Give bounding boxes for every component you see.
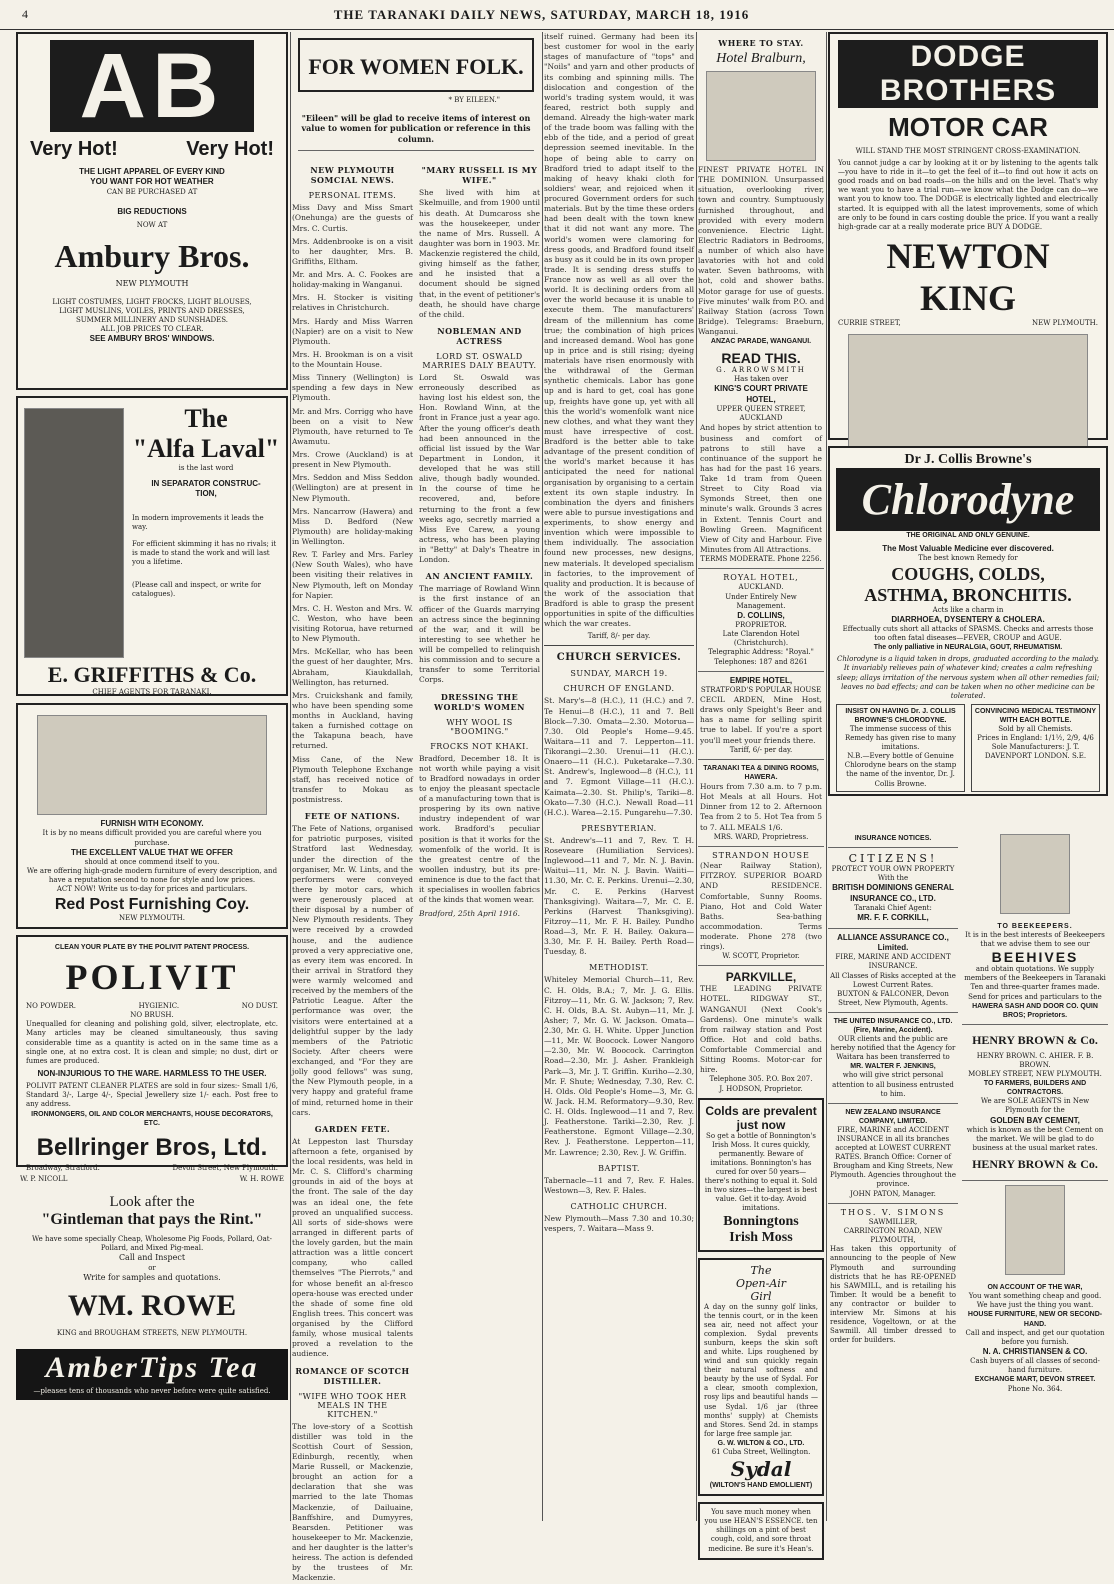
chloro-checks: Effectually cuts short all attacks of SPASMS. Checks and arrests those too often fatal diseases—FEVER, CROUP and AGUE. [842,625,1094,643]
tea-rooms-prop: MRS. WARD, Proprietress. [713,832,809,841]
strandon-house-name: STRANDON HOUSE [712,850,810,860]
alfa-body: For efficient skimming it has no rivals; it is made to stand the work and will last you a lifetime. [132,540,277,567]
sydal-address: 61 Cuba Street, Wellington. [711,1448,811,1456]
personal-item: Mrs. H. Brookman is on a visit to the Mountain House. [292,349,413,370]
ab-line: BIG REDUCTIONS [117,206,187,216]
war-body: You want something cheap and good. We have just the thing you want. [968,1292,1102,1310]
catholic-heading: CATHOLIC CHURCH. [570,1201,668,1211]
ab-line: NOW AT [136,221,168,230]
baptist-body: Tabernacle—11 and 7, Rev. F. Hales. Westown—3, Rev. F. Hales. [544,1175,694,1195]
wool-sub: WHY WOOL IS "BOOMING." [446,717,513,736]
nz-manager: JOHN PATON, Manager. [850,1189,936,1198]
moss-head: just now [736,1117,786,1132]
ambertips-name: AmberTips Tea [16,1349,288,1385]
dodge-body: You cannot judge a car by looking at it or by listening to the agents talk—you have to ride in it—to get the feel of it—to find out how it acts on good roads and on bad roads—on the hills and on the level. That's why we want you to have a trial run—we know what the Dodge can do—we want you to know too. The DODGE is electrically lighted and electrically started. It is equipped with all the latest improvements, some of which are only to be found in cars costing double the price. If you want a really high-grade car at a really moderate price BUY A DODGE. [838,159,1098,231]
polivit-harmless: NON-INJURIOUS TO THE WARE. HARMLESS TO THE USER. [37,1068,267,1078]
personal-item: Mrs. McKellar, who has been the guest of her daughter, Mrs. Abraham, Kiaukdallah, Wellington, has returned. [292,647,413,687]
royal-telegraph: Telegraphic Address: "Royal." Telephones: 187 and 8261 [708,648,814,666]
simons-name: THOS. V. SIMONS [840,1207,946,1217]
page-number: 4 [22,7,29,21]
christiansen-firm: N. A. CHRISTIANSEN & CO. [982,1346,1088,1356]
kings-body: And hopes by strict attention to business and comfort of patrons to still have a continuance of the support he has had for the past 16 years. Take 1d tram from Queen Street to City Road via Symonds Street, then one minute's walk. Grounds 3 acres in Extent. Tennis Court and Bowling Green. Magnificent View of City and Harbour. Five Minutes from All Attractions. [700,423,822,554]
column-women-folk [292,32,540,1583]
jenkins-body: who will give strict personal attention to all business entrusted to him. [832,1071,954,1098]
redpost-line: should at once commend itself to you. [84,858,220,867]
royal-mgmt: Under Entirely New Management. [725,592,797,610]
ab-item: ALL JOB PRICES TO CLEAR. [100,325,204,334]
agent-corkill: MR. F. F. CORKILL, [857,913,929,923]
column-advertisements-left [16,32,288,1521]
house-furniture: HOUSE FURNITURE, NEW OR SECOND-HAND. [967,1311,1103,1328]
jester-illustration [1005,1185,1065,1275]
mary-body: She lived with him at Skelmuille, and from 1900 until his death. At Dumcaross she was the housekeeper, under the name of Mrs. Russell. A daughter was born in 1903. Mr. Mackenzie registered the child, giving himself as the father, and he insisted that a document should be signed that, in the event of petitioner's death, he should have charge of the child. [419,188,540,319]
redpost-town: NEW PLYMOUTH. [119,914,185,923]
ab-line: CAN BE PURCHASED AT [106,187,198,196]
chloro-maker: Dr J. Collis Browne's [904,452,1032,467]
rowe-call: Call and Inspect [118,1253,186,1263]
church-date: SUNDAY, MARCH 19. [570,669,668,679]
polivit-head: CLEAN YOUR PLATE BY THE POLIVIT PATENT PROCESS. [54,944,250,952]
rowe-advert [16,1173,288,1349]
sydal-firm: G. W. WILTON & CO., LTD. [717,1439,805,1447]
alliance-fire: FIRE, MARINE AND ACCIDENT INSURANCE. [835,953,951,971]
simons-trade: SAWMILLER, [868,1218,918,1227]
hotel-braeburn-address: ANZAC PARADE, WANGANUI. [710,338,812,346]
personal-item: Miss Davy and Miss Smart (Onehunga) are the guests of Mrs. C. Curtis. [292,203,413,233]
rowe-right-name: W. H. ROWE [239,1175,284,1184]
united-insurance: THE UNITED INSURANCE CO., LTD. (Fire, Marine, Accident). [833,1017,953,1034]
united-body: OUR clients and the public are hereby notified that the Agency for Waitara has been transferred to [830,1035,956,1062]
polivit-tag: NO BRUSH. [130,1011,174,1020]
catholic-body: New Plymouth—Mass 7.30 and 10.30; vespers, 7. Waitara—Mass 9. [544,1213,694,1234]
redpost-line: It is by no means difficult provided you are careful where you purchase. [42,829,262,847]
romance-heading: ROMANCE OF SCOTCH DISTILLER. [295,1365,410,1386]
irish-moss-name: Irish Moss [729,1229,793,1245]
polivit-tag: NO DUST. [241,1002,278,1011]
moss-body: So get a bottle of Bonnington's Irish Moss. It cures quickly, permanently. Beware of imitations. Bonnington's has cured for over 50 years—there's nothing to equal it. Sold in two sizes—the largest is best value. Get it to-day. Avoid imitations. [704,1131,818,1213]
bellringer-name: Bellringer Bros, Ltd. [36,1133,268,1161]
kings-taken: Has taken over [734,375,788,384]
kings-owner: G. ARROWSMITH [716,366,806,375]
beehives-label: BEEHIVES [991,949,1079,966]
polivit-sizes: POLIVIT PATENT CLEANER PLATES are sold in four sizes:- Small 1/6, Standard 3/-, Large 4/-, Special Jewellery size 1/- each. Post free to any address. [26,1082,278,1109]
agent-label: Taranaki Chief Agent: [854,904,932,913]
ab-line: THE LIGHT APPAREL OF EVERY KIND [79,167,225,176]
beekeepers-heading: TO BEEKEEPERS. [997,923,1073,930]
polivit-name: POLIVIT [65,957,239,998]
parkville-prop: J. HODSON, Proprietor. [719,1084,803,1093]
sydal-head: Open-Air [735,1276,787,1290]
women-column-a [292,159,413,1583]
ab-item: SUMMER MILLINERY AND SUNSHADES. [75,315,229,324]
henry-street: MOBLEY STREET, NEW PLYMOUTH. [968,1070,1102,1079]
personal-item: Mrs. Hardy and Miss Warren (Napier) are on a visit to New Plymouth. [292,316,413,346]
social-news-heading: NEW PLYMOUTH SOMCIAL NEWS. [310,165,395,186]
nz-insurance: NEW ZEALAND INSURANCE COMPANY, LIMITED. [845,1108,941,1125]
polivit-ironmongers: IRONMONGERS, OIL AND COLOR MERCHANTS, HOUSE DECORATORS, ETC. [31,1110,273,1127]
frocks-heading: FROCKS NOT KHAKI. [430,741,529,751]
tea-rooms-name: TARANAKI TEA & DINING ROOMS, HAWERA. [703,764,819,781]
personal-item: Mr. and Mrs. Corrigg who have been on a visit to New Plymouth, have returned to Te Awamutu. [292,406,413,446]
cement-body: which is known as the best Cement on the market. We will be glad to do business at the usual market rates. [966,1125,1104,1153]
sydal-advert [698,1258,824,1497]
empire-body: CECIL ARDEN, Mine Host, draws only Speight's Beer and has a name for selling spirit true to label. If you're a sport you'll meet your friends there. [700,695,822,745]
redpost-head: FURNISH WITH ECONOMY. [100,819,204,829]
simons-body: Has taken this opportunity of announcing to the people of New Plymouth and surrounding districts that he has RE-OPENED his SAWMILL, and is retailing his Timber. It would be a benefit to any contractor or builder to interview Mr. Simons at his residence, Vogeltown, or at the Sawmill. All timber dressed to order for builders. [830,1245,956,1345]
chloro-asthma: ASTHMA, BRONCHITIS. [864,584,1072,605]
wool-body: Bradford, December 18. It is not worth while paying a visit to Bradford nowadays in order to enjoy the pleasant spectacle of a manufacturing town that is prospering by its own native industry independent of war work. Bradford's peculiar position is that it works for the womenfolk of the world. It is the greatest centre of the woollen industry, but its pre-eminence is due to the fact that it specialises in woollen fabrics of the kinds that women wear. [419,753,540,905]
sydal-head: The [750,1263,772,1277]
ab-item: LIGHT MUSLINS, VOILES, PRINTS AND DRESSES, [59,306,245,315]
ambertips-tea-advert [16,1349,288,1400]
bees-body2: and obtain quotations. We supply members of the Beekeepers in Taranaki Ten and three-quarter frames made. Send for prices and particulars to the [964,965,1106,1001]
chloro-nb: N.B.—Every bottle of Genuine Chlorodyne bears on the stamp the name of the inventor, Dr. J. Collis Browne. [844,752,957,788]
wm-rowe-name: WM. ROWE [67,1289,237,1323]
ambury-bros-name: Ambury Bros. [54,238,250,275]
parkville-name: PARKVILLE, [725,970,797,985]
chloro-acts: Acts like a charm in [932,605,1004,614]
ab-item: SEE AMBURY BROS' WINDOWS. [89,334,215,344]
hotel-illustration [706,71,816,161]
royal-proprietor-label: PROPRIETOR. [735,621,787,630]
personal-item: Mrs. Nancarrow (Hawera) and Miss D. Bedford (New Plymouth) are holiday-making in Wellington. [292,506,413,547]
fete-heading: FETE OF NATIONS. [304,811,401,822]
essence-body: You save much money when you use HEAN'S ESSENCE. ten shillings on a pint of best cough, cold, and sore throat medicine. Be sure it's Hean's. [704,1508,818,1553]
parkville-body: THE LEADING PRIVATE HOTEL. RIDGWAY ST., WANGANUI (Next Cook's Gardens). One minute's walk from railway station and Post Office. Hot and cold baths. Comfortable Commercial and Sitting Rooms. Motor-car for hire. [700,984,822,1075]
rowe-head: "Gintleman that pays the Rint." [41,1211,263,1229]
alliance-assurance: ALLIANCE ASSURANCE CO., Limited. [837,932,949,952]
bonnington-advert [698,1098,824,1252]
strandon-body: (Near Railway Station), FITZROY. SUPERIOR BOARD AND RESIDENCE. Comfortable, Sunny Rooms. Piano, Hot and Cold Water Baths. Sea-bathing accommodation. Terms moderate. Phone 278 (two rings). [700,861,822,952]
presbyterian-body: St. Andrew's—11 and 7, Rev. T. H. Roseveare (Humiliation Services). Inglewood—11 and 7, Mr. N. J. Bavin. Waitui—11, Mr. N. J. Bavin. Waiiti—11.30, Mr. C. E. Perkins. Urenui—2.30, Mr. C. E. Perkins (Harvest Thanksgiving). Waitara—7, Mr. C. E. Perkins (Harvest Thanksgiving). Fitzroy—11, Mr. F. H. Bailey. Pundho Road—3, Mr. F. H. Bailey. Oakura—3.30, Mr. F. H. Bailey. Perth Road—Tuesday, 8. [544,835,694,957]
empire-hotel-name: EMPIRE HOTEL, [729,675,793,685]
alfa-the: The [184,404,228,433]
newspaper-title: THE TARANAKI DAILY NEWS, SATURDAY, MARCH 18, 1916 [333,6,750,22]
christiansen-phone: Phone No. 364. [1007,1384,1063,1393]
citizens-body: PROTECT YOUR OWN PROPERTY With the [831,865,955,883]
chlorodyne-advert [828,446,1108,796]
citizens-heading: CITIZENS! [848,852,938,866]
column-where-to-stay [698,32,824,1553]
dodge-brothers-advert [828,32,1108,440]
ab-town: NEW PLYMOUTH [115,279,189,289]
chloro-insist: INSIST ON HAVING Dr. J. COLLIS BROWNE'S CHLORODYNE. [845,707,956,724]
alfa-body: (Please call and inspect, or write for catalogues). [132,581,261,599]
hotel-braeburn-body: FINEST PRIVATE HOTEL IN THE DOMINION. Unsurpassed situation, overlooking river, town and country. Sumptuously furnished throughout, and provided with every modern convenience. Electric Light. Electric Radiators in Bedrooms, a number of which also have lavatories with hot and cold water. Seven bathrooms, with hot, cold and shower baths. Motor garage for use of guests. Five minutes' walk from P.O. and Railway Station (across Town Bridge). Telegrams: Braeburn, Wanganui. [698,165,824,336]
column-bradford-church [544,32,694,1521]
ab-item: LIGHT COSTUMES, LIGHT FROCKS, LIGHT BLOUSES, [52,297,252,306]
romance-sub: "WIFE WHO TOOK HER MEALS IN THE KITCHEN." [298,1391,407,1419]
bellringer-newplymouth: Devon Street, New Plymouth. [172,1163,278,1172]
chloro-convincing: CONVINCING MEDICAL TESTIMONY WITH EACH BOTTLE. [974,707,1097,724]
furniture-illustration [37,715,267,815]
personal-item: Mrs. C. H. Weston and Mrs. W. C. Weston, who have been visiting Rotorua, have returned to New Plymouth. [292,603,413,644]
redpost-line: We are offering high-grade modern furniture of every description, and have a reputation second to none for style and low prices. [26,867,278,885]
golden-bay-cement: GOLDEN BAY CEMENT, [990,1115,1080,1125]
chloro-coughs: COUGHS, COLDS, [891,563,1045,584]
alfa-laval-advert [16,396,288,696]
chloro-palliative: The only palliative in NEURALGIA, GOUT, RHEUMATISM. [873,644,1063,652]
personal-items-heading: PERSONAL ITEMS. [308,191,397,201]
rowe-or: or [148,1263,156,1272]
women-column-b [419,159,540,1583]
polivit-advert [16,935,288,1172]
sydal-head: Girl [750,1289,772,1303]
newton-king-name: NEWTON KING [886,235,1050,318]
wool-heading: DRESSING THE WORLD'S WOMEN [434,691,525,712]
redpost-line: THE EXCELLENT VALUE THAT WE OFFER [71,847,233,857]
ancient-body: The marriage of Rowland Winn is the first instance of an officer of the Guards marrying an actress since the beginning of the war, and it will be interesting to see whether he will be compelled to relinquish his commission and to secure a transfer to some Territorial Corps. [419,584,540,685]
chloro-immense: The immense success of this Remedy has given rise to many imitations. [845,725,956,752]
church-services-heading: CHURCH SERVICES. [556,652,682,664]
insurance-heading: INSURANCE NOTICES. [854,835,932,842]
bellringer-stratford: Broadway, Stratford. [26,1163,100,1172]
personal-item: Mrs. Seddon and Miss Seddon (Wellington) are at present in New Plymouth. [292,473,413,503]
alfa-sub: TION, [195,489,217,499]
rowe-write: Write for samples and quotations. [83,1272,221,1282]
church-england-heading: CHURCH OF ENGLAND. [563,684,675,694]
chloro-prices: Prices in England: 1/1½, 2/9, 4/6 [977,734,1094,743]
ambertips-tag: —pleases tens of thousands who never before were quite satisfied. [16,1385,288,1400]
empire-sub: STRATFORD'S POPULAR HOUSE [700,686,822,695]
women-notice: "Eileen" will be glad to receive items of interest on value to women for publication or reference in this column. [298,113,534,151]
ambury-bros-advert [16,32,288,390]
separator-illustration [24,408,124,658]
rowe-address: KING and BROUGHAM STREETS, NEW PLYMOUTH. [56,1329,248,1338]
rowe-head: Look after the [109,1194,195,1211]
alfa-sub: IN SEPARATOR CONSTRUC- [151,479,261,489]
chloro-genuine: THE ORIGINAL AND ONLY GENUINE. [906,532,1030,539]
column-insurance [828,830,958,1521]
chloro-remedy: The best known Remedy for [918,554,1018,563]
noble-heading: NOBLEMAN AND ACTRESS [437,325,522,346]
royal-hotel-name: ROYAL HOTEL, [723,573,799,583]
henry-partners: HENRY BROWN. C. AHIER. F. B. BROWN. [976,1051,1094,1069]
very-hot-left: Very Hot! [30,138,118,160]
christiansen-cash: Cash buyers of all classes of second-hand furniture. [970,1357,1100,1375]
personal-item: Mrs. Cruickshank and family, who have been spending some months in Auckland, having taken a furnished cottage on the Takapuna beach, have returned. [292,690,413,751]
noble-sub: LORD ST. OSWALD MARRIES DALY BEAUTY. [422,351,537,370]
sydal-body: A day on the sunny golf links, the tennis court, or in the keen sea air, need not affect your complexion. Sydal prevents sunburn, keeps the skin soft and white. Lips roughened by wind and sun quickly regain their natural softness and beauty by the use of Sydal. For a clear, smooth complexion, rosy lips and beautiful hands —use Sydal. 1/6 jar (three months' supply) at Chemists and Stores. Send 2d. in stamps for large free sample jar. [704,1302,818,1438]
chloro-desc: Chlorodyne is a liquid taken in drops, graduated according to the malady. It invariably relieves pain of whatever kind; creates a calm refreshing sleep; allays irritation of the nervous system when all other remedies fail; leaves no bad effects; and can be taken when no other medicine can be tolerated. [836,655,1100,700]
very-hot-right: Very Hot! [186,138,274,160]
garden-body: At Leppeston last Thursday afternoon a fete, organised by the local residents, was held in Mr. C. S. Clifford's charming grounds in aid of the boys at the front. The sale of the day was an ideal one, the fete proved an unqualified success. All sorts of side-shows were arranged in different parts of the lovely garden, but the main attraction was a little concert company, who called themselves "The Pierrots," and for whose benefit an al-fresco opera-house was erected under the shade of some fine old English trees. This concert was organised by the Clifford family, whose musical talents proved a revelation to the audience. [292,1136,413,1359]
kings-terms: TERMS MODERATE. Phone 2256. [700,555,822,563]
church-england-body: St. Mary's—8 (H.C.), 11 (H.C.) and 7. Te Henui—8 (H.C.), 11 and 7. Bell Block—7.30. Omata—2.30. Motorua—7.30. Old People's Home—9.45. Waitara—11 and 7. Lepperton—11. Tikorangi—2.30. Urenui—11 (H.C.). Onaero—11 (H.C.). Puketarake—7.30. St. Andrew's, Inglewood—8 (H.C.), 11 and 7. Egmont Village—11 (H.C.). Kaimata—2.30. St. Philip's, Tariki—8. Okato—7.30 (H.C.). Newall Road—11 (H.C.). Warea—2.15. Pungarehu—7.30. [544,696,694,817]
war-heading: ON ACCOUNT OF THE WAR, [987,1284,1083,1292]
garden-heading: GARDEN FETE. [314,1123,391,1134]
nz-body: FIRE, MARINE and ACCIDENT INSURANCE in all its branches accepted at LOWEST CURRENT RATES. Branch Office: Corner of Brougham and King Streets, New Plymouth. Agencies throughout the province. [830,1125,956,1189]
henry-to: TO FARMERS, BUILDERS AND CONTRACTORS. [983,1080,1087,1097]
motor-car-label: MOTOR CAR [888,112,1048,142]
alfa-laval-title: "Alfa Laval" [132,434,280,463]
royal-proprietor: D. COLLINS, [737,610,785,620]
motor-car-illustration [848,334,1088,450]
chloro-sold: Sold by all Chemists. [998,725,1073,733]
dodge-brothers-title: DODGE BROTHERS [838,40,1098,108]
walter-jenkins: MR. WALTER F. JENKINS, [850,1063,936,1071]
tea-rooms-body: Hours from 7.30 a.m. to 7 p.m. Hot Meals at all Hours. Hot Dinner from 12 to 2. Afternoon Tea from 2 to 5. Hot Tea from 5 to 7. ALL MEALS 1/6. [700,782,822,832]
rowe-left-name: W. P. NICOLL [20,1175,68,1184]
christiansen-address: EXCHANGE MART, DEVON STREET. [974,1376,1096,1384]
red-post-furnishing-advert [16,703,288,929]
henry-agents: We are SOLE AGENTS in New Plymouth for the [980,1097,1090,1115]
women-byline: * BY EILEEN." [448,96,500,104]
read-this-heading: READ THIS. [721,350,801,367]
personal-item: Miss Tinnery (Wellington) is spending a few days in New Plymouth. [292,373,413,403]
henry-brown-name-2: HENRY BROWN & Co. [972,1157,1098,1172]
methodist-body: Whiteley Memorial Church—11, Rev. C. H. Olds, B.A.; 7, Mr. J. G. Ellis. Fitzroy—11, Mr. G. W. Jackson; 7, Rev. C. H. Olds, B.A. St. Aubyn—11, Mr. J. Asher; 7, Mr. G. W. Jackson. Omata—2.30, Mr. G. H. White. Upper Junction—11, Mr. W. Boocock. Lower Nangoro—2.30, Mr. W. Boocock. Carrington Road—2.30, Mr. J. Asher. Frankleigh Park—3, Mr. J. T. Griffin. Kuriho—2.30, Mr. F. Shute; Wednesday, 7.30, Rev. C. H. Olds. Old People's Home—3, Mr. G. W. Jack. H.M. Reformatory—9.30, Rev. C. H. Olds. Inglewood—11 and 7, Rev. J. Featherstone. Tariki—2.30, Rev. J. Featherstone. Egmont Village—2.30, Rev. J. Featherstone. Lepperton—11, Mr. Lawrence; 2.30, Rev. J. W. Griffin. [544,975,694,1157]
alliance-body: All Classes of Risks accepted at the Lowest Current Rates. [830,971,956,989]
polivit-body: Unequalled for cleaning and polishing gold, silver, electroplate, etc. Many articles may be cleaned simultaneously, thus saving considerable time as a quantity is acted on in the same time as a single one, at no extra cost. It is clean and simple; no dust, dirt or fumes are produced. [26,1020,278,1065]
polivit-tag: NO POWDER. [26,1002,76,1011]
heans-essence-advert [698,1502,824,1559]
griffiths-name: E. GRIFFITHS & Co. [47,662,257,687]
newton-town: NEW PLYMOUTH. [1032,318,1098,327]
chlorodyne-name: Chlorodyne [836,468,1100,531]
personal-item: Mr. and Mrs. A. C. Fookes are holiday-making in Wanganui. [292,270,413,290]
royal-late: Late Clarendon Hotel (Christchurch). [722,630,800,648]
masthead [0,0,1114,30]
henry-brown-name: HENRY BROWN & Co. [972,1032,1098,1047]
wool-dateline: Bradford, 25th April 1916. [419,909,521,919]
ancient-heading: AN ANCIENT FAMILY. [425,571,534,582]
red-post-name: Red Post Furnishing Coy. [54,896,250,914]
personal-item: Rev. T. Farley and Mrs. Farley (New South Wales), who have been visiting their relatives in New Plymouth, left on Monday for Napier. [292,550,413,600]
bees-body: It is in the best interests of Beekeepers that we advise them to see our [965,931,1105,949]
polivit-tag: HYGIENIC. [138,1002,180,1011]
personal-item: Mrs. H. Stocker is visiting relatives in Christchurch. [292,293,413,313]
baptist-heading: BAPTIST. [598,1163,640,1173]
mary-heading: "MARY RUSSELL IS MY WIFE." [421,165,538,186]
rowe-body: We have some specially Cheap, Wholesome Pig Foods, Pollard, Oat-Pollard, and Mixed Pig-meal. [32,1235,272,1253]
romance-body: The love-story of a Scottish distiller was told in the Scottish Court of Session, Edinburgh, recently, when Marie Russell, or Mackenzie, brought an action for a declaration that she was married to the late Thomas Mackenzie, of Dailuaine, Banffshire, and Dumyyres, Bearsden. Petitioner was housekeeper to Mr. Mackenzie, and her daughter is the latter's heiress. The action is defended by the trustees of Mr. Mackenzie. [292,1421,413,1583]
buxton-falconer: BUXTON & FALCONER, Devon Street, New Plymouth, Agents. [837,989,949,1007]
royal-town: AUCKLAND. [738,583,784,592]
bonningtons-name: Bonningtons [723,1213,799,1229]
empire-tariff: Tariff, 6/- per day. [729,745,793,754]
presbyterian-heading: PRESBYTERIAN. [581,823,657,833]
hawera-sash-firm: HAWERA SASH AND DOOR CO. QUIN BROS; Proprietors. [972,1002,1098,1019]
parkville-tel: Telephone 305. P.O. Box 207. [709,1075,813,1084]
chloro-valuable: The Most Valuable Medicine ever discovered. [882,544,1054,554]
moss-head: Colds are prevalent [705,1103,817,1118]
personal-item: Mrs. Addenbrooke is on a visit to her daughter, Mrs. B. Griffiths, Eltham. [292,236,413,266]
ab-logo: AB [50,40,254,132]
chloro-diarrhoea: DIARRHOEA, DYSENTERY & CHOLERA. [891,614,1045,624]
kings-address: UPPER QUEEN STREET, AUCKLAND [716,405,806,423]
methodist-heading: METHODIST. [589,963,649,973]
dodge-stand: WILL STAND THE MOST STRINGENT CROSS-EXAMINATION. [855,147,1081,155]
griffiths-agents: CHIEF AGENTS FOR TARANAKI. [92,688,212,696]
bradford-continued: itself ruined. Germany had been its best customer for wool in the early stages of manufacture of "tops" and "Noils" and yarn and other products of its combing and spinning mills. The dislocation and congestion of the world's trading system would, it was feared, restrict both supply and demand. Already the high-water mark of the trade boom was falling with the ebb of the tide, and a period of great depression seemed inevitable. In the hope of being able to carry on Bradford tried to adapt itself to the making of heavy khaki cloth for soldiers' wear, and rejoiced when it procured Government orders for such materials. But by the time these orders had been dealt with the town knew that it did not want any more. The world's women were clamoring for dress goods, and Bradford found itself as busy as it could be in its own proper trade. It is sending dress stuffs to France now as well as all over the world. It is declining orders from all over the world because it is unable to execute them. The manufacturers' dream of the millennium has come true; the combination of high prices and increased demand. Wool has gone up in price and is still rising; dyeing materials have risen enormously with the withdrawal of the German synthetic chemicals. Labor has gone up and is hard to get, coal has gone up, freights have gone up, yet with all this the world's womenfolk want nice new clothes, and what they want they must have irrespective of cost. Bradford is the better able to take advantage of the present condition of the world's market because it has anticipated the need for national organisation by organising to a certain extent its own staple industry. In combination the dyers and finishers were able to pursue investigations and experiments, to show energy and invention which were impossible to them individually. The association found new processes, new designs, new materials. It developed specialism in factories, to the improvement of quality and production. It is because of the work of the association that Bradford is able to grasp the present opportunities in spite of the difficulties which the war creates. [544,32,694,629]
ab-line: YOU WANT FOR HOT WEATHER [90,177,214,187]
chloro-makers: Sole Manufacturers: J. T. DAVENPORT LONDON. S.E. [984,743,1087,761]
simons-address: CARRINGTON ROAD, NEW PLYMOUTH, [843,1227,943,1245]
strandon-prop: W. SCOTT, Proprietor. [722,952,800,961]
alfa-sub: is the last word [178,464,234,472]
where-to-stay-heading: WHERE TO STAY. [718,38,804,48]
column-far-right [962,830,1108,1521]
newton-street: CURRIE STREET, [838,318,901,327]
alfa-body: In modern improvements it leads the way. [132,513,264,531]
women-folk-title: FOR WOMEN FOLK. [298,38,534,92]
sydal-tag: (WILTON'S HAND EMOLLIENT) [709,1482,813,1490]
beehive-illustration [1000,834,1070,914]
kings-court-name: KING'S COURT PRIVATE HOTEL, [714,384,808,404]
noble-body: Lord St. Oswald was erroneously described as having lost his eldest son, the Hon. Rowland Winn, at the front in France just a year ago. After the young officer's death had been announced in the official list issued by the War Department in London, it developed that he was still alive, though badly wounded. In the course of time he recovered, and, before returning to the front a few weeks ago, secretly married a Miss Eve Carew, a young actress, who has been playing in "Betty" at Daly's Theatre in London. [419,372,540,565]
bradford-close: Tariff, 8/- per day. [587,632,651,641]
sydal-name: Sydal [730,1457,792,1482]
furniture-call: Call and inspect, and get our quotation before you furnish. [965,1328,1105,1346]
hotel-braeburn-name: Hotel Bralburn, [716,51,806,66]
personal-item: Mrs. Crowe (Auckland) is at present in New Plymouth. [292,450,413,470]
redpost-line: ACT NOW! Write us to-day for prices and particulars. [56,885,248,894]
british-dominions: BRITISH DOMINIONS GENERAL INSURANCE CO., LTD. [832,883,954,903]
fete-body: The Fete of Nations, organised for patriotic purposes, visited Stratford last Wednesday, under the direction of the organiser, Mr. W. Lints, and the performers were conveyed there by motor cars, which were generously placed at their disposal by a number of New Plymouth residents. They were received by a crowded house, and the audience proved a very appreciative one, as every item was encored. In their arrival in Stratford they were warmly welcomed and received by the members of the Patriotic League. After the performance was over, the visitors were entertained at a delightful supper by the lady members of the Patriotic Society. After cheers were exchanged, and "For they are jolly good fellows" was sung, the New Plymouth people, in a very happy and grateful frame of mind, returned home in their cars. [292,824,413,1117]
personal-item: Miss Cane, of the New Plymouth Telephone Exchange staff, has received notice of transfer to Mokau as postmistress. [292,754,413,805]
